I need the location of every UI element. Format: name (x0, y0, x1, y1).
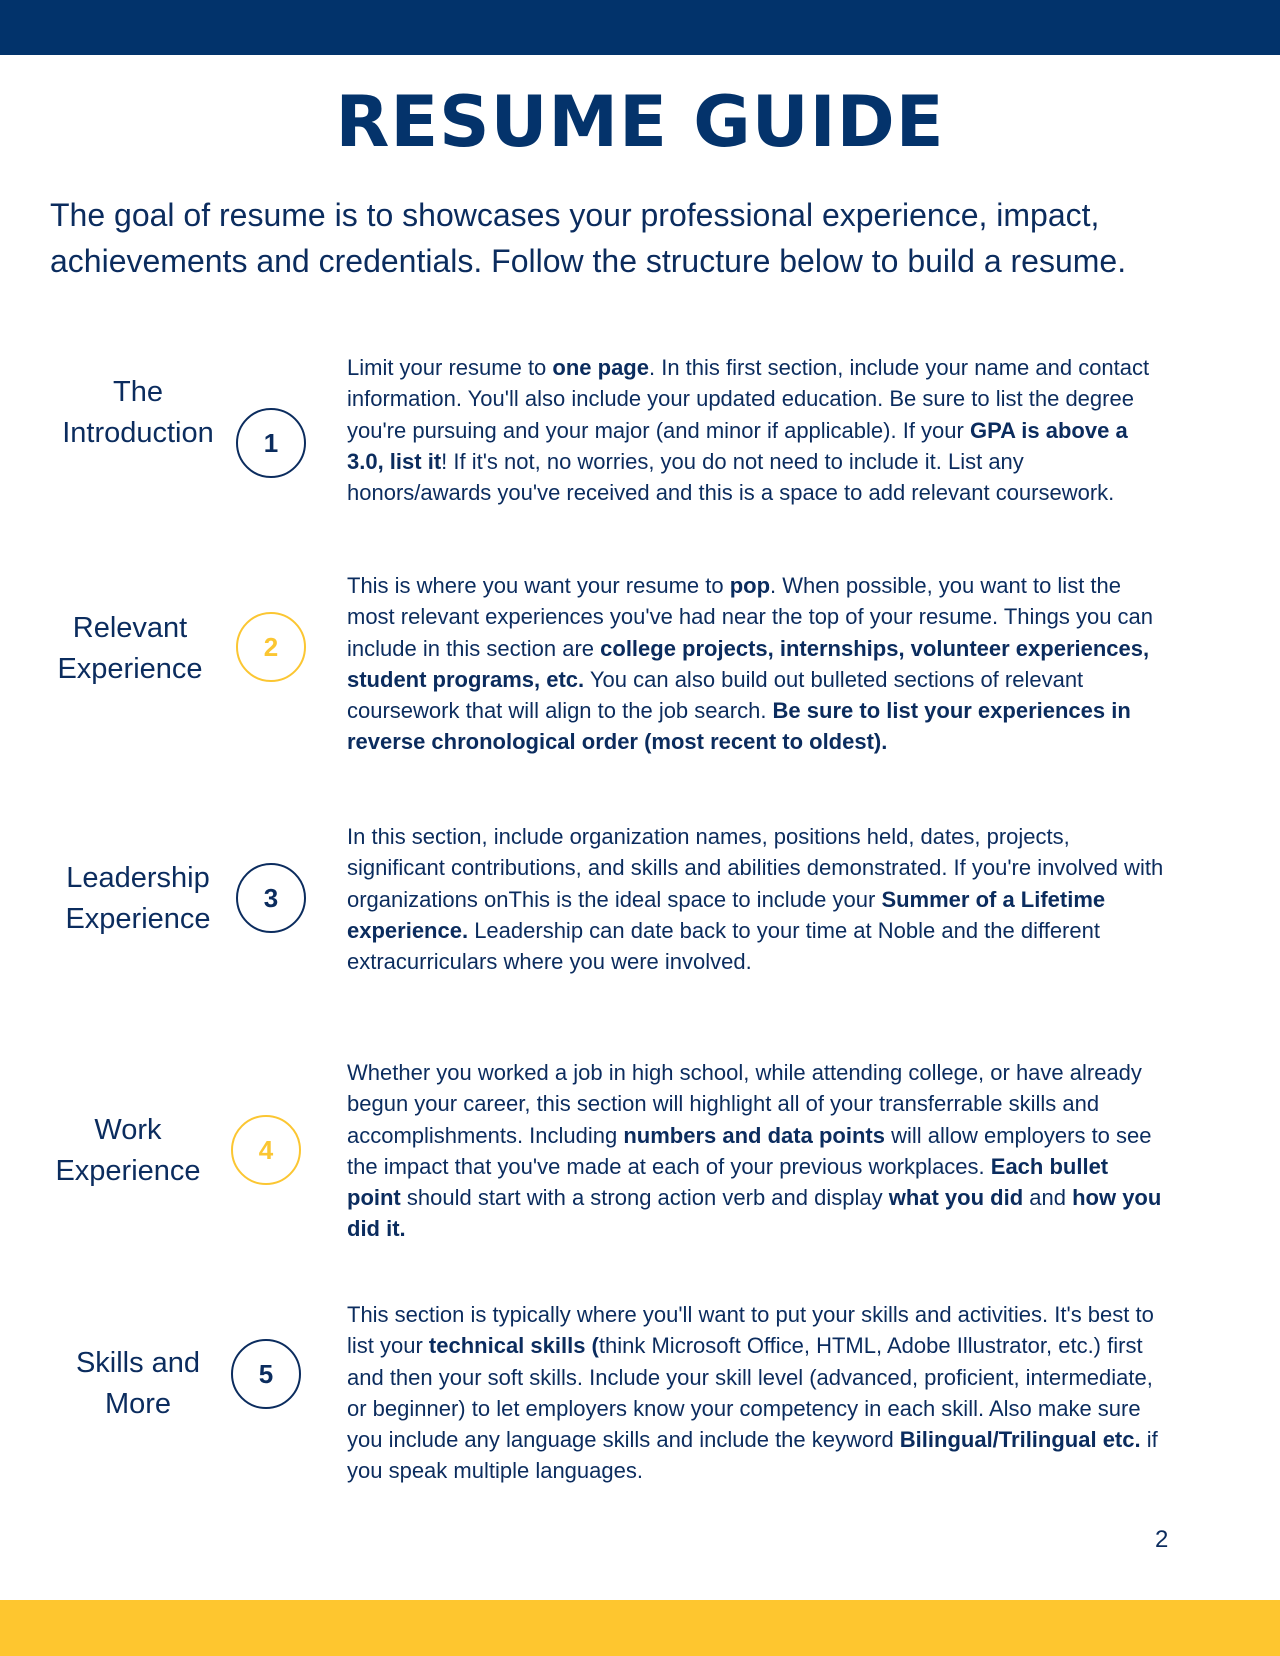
body-text: Limit your resume to (347, 355, 553, 380)
emphasis-text: Bilingual/Trilingual etc. (899, 1427, 1141, 1453)
top-banner (0, 0, 1280, 55)
section-label-relevant-experience (30, 608, 230, 690)
section-text-work-experience (347, 1057, 1167, 1245)
emphasis-text: GPA is above a 3.0, list it (347, 417, 1128, 474)
body-text: This is where you want your resume to (347, 573, 730, 598)
section-label-line: Experience (55, 1155, 201, 1187)
section-text-introduction (347, 352, 1167, 508)
section-number: 4 (258, 1134, 274, 1165)
body-text: . In this first section, include your name and contact information. You'll also include your updated education. Be sure to list the degree you're pursuing and your major (and minor if applicable). If your (347, 355, 1150, 443)
section-number-2-badge (236, 612, 306, 682)
body-text: You can also build out bulleted sections of relevant coursework that will align to the job search. (347, 666, 1084, 724)
emphasis-text: how you did it. (347, 1185, 1162, 1242)
page-number: 2 (1155, 1526, 1169, 1553)
body-text: . When possible, you want to list the most relevant experiences you've had near the top of your resume. Things you can include in this section are (347, 573, 1154, 661)
section-number-4-badge (231, 1115, 301, 1185)
body-text: This section is typically where you'll want to put your skills and activities. It's best to list your (347, 1302, 1154, 1359)
intro-paragraph: The goal of resume is to showcases your professional experience, impact, achievements and credentials. Follow the structure below to build a resume. (50, 197, 1127, 279)
section-number-1-badge (236, 408, 306, 478)
emphasis-text: what you did (888, 1185, 1024, 1211)
section-label-line: The (113, 376, 163, 408)
section-label-line: Experience (65, 903, 211, 935)
emphasis-text: college projects, internships, volunteer experiences, student programs, etc. (347, 635, 1150, 692)
section-text-leadership-experience (347, 821, 1167, 977)
section-number: 1 (263, 427, 279, 458)
body-text: and (1023, 1185, 1073, 1211)
section-text-relevant-experience (347, 570, 1167, 758)
emphasis-text: Each bullet point (347, 1153, 1109, 1211)
body-text: if you speak multiple languages. (347, 1427, 1158, 1484)
section-label-line: Leadership (66, 862, 210, 894)
body-text: should start with a strong action verb and display (400, 1185, 889, 1211)
emphasis-text: technical skills ( (428, 1333, 599, 1359)
emphasis-text: numbers and data points (623, 1122, 885, 1148)
bottom-banner (0, 1600, 1280, 1656)
section-label-line: Relevant (72, 612, 188, 644)
section-number: 3 (263, 882, 279, 913)
section-label-line: Experience (57, 653, 203, 685)
body-text: will allow employers to see the impact that you've made at each of your previous workplaces. (347, 1122, 1152, 1179)
emphasis-text: Summer of a Lifetime experience. (347, 886, 1106, 943)
section-label-line: More (104, 1388, 172, 1420)
emphasis-text: one page (552, 355, 649, 380)
body-text: Whether you worked a job in high school, while attending college, or have already begun your career, this section will highlight all of your transferrable skills and accomplishments. Including (347, 1060, 1142, 1148)
page-title: RESUME GUIDE (335, 81, 945, 163)
section-label-leadership-experience (38, 858, 238, 940)
section-label-work-experience (28, 1110, 228, 1192)
section-text-skills-and-more (347, 1299, 1167, 1487)
body-text: In this section, include organization names, positions held, dates, projects, significant contributions, and skills and abilities demonstrated. If you're involved with organizations onThis is the ideal space to include your (347, 824, 1164, 912)
section-number: 5 (258, 1358, 274, 1389)
section-label-line: Work (94, 1114, 162, 1146)
section-number-5-badge (231, 1339, 301, 1409)
body-text: ! If it's not, no worries, you do not need to include it. List any honors/awards you've received and this is a space to add relevant coursework. (347, 448, 1115, 506)
section-label-skills-and-more (38, 1343, 238, 1425)
emphasis-text: pop (729, 573, 771, 598)
body-text: think Microsoft Office, HTML, Adobe Illustrator, etc.) first and then your soft skills. Include your skill level (advanced, proficient, intermediate, or beginner) to let employers know your competency in each skill. Also make sure you include any language skills and include the keyword (347, 1333, 1153, 1453)
section-label-line: Skills and (75, 1347, 201, 1379)
body-text: Leadership can date back to your time at Noble and the different extracurriculars where you were involved. (347, 917, 1100, 975)
section-number-3-badge (236, 863, 306, 933)
section-number: 2 (263, 631, 279, 662)
section-label-introduction (38, 372, 238, 454)
emphasis-text: Be sure to list your experiences in reverse chronological order (most recent to oldest). (347, 698, 1131, 755)
section-label-line: Introduction (62, 417, 214, 449)
